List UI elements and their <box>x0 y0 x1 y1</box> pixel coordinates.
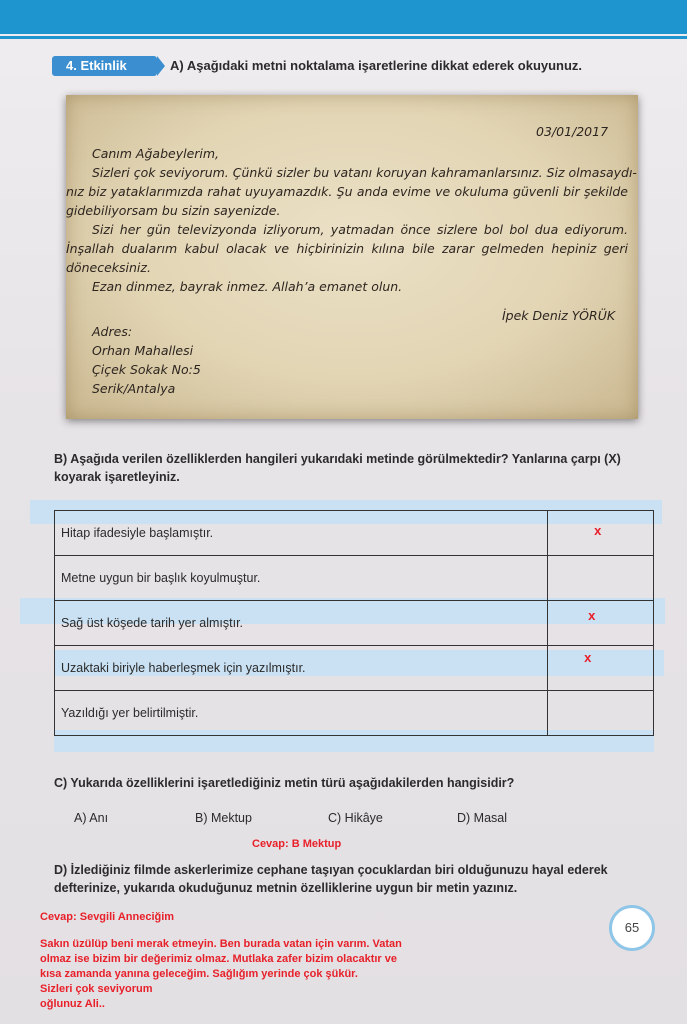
criteria-label: Uzaktaki biriyle haberleşmek için yazılmıştır. <box>55 646 548 691</box>
table-row <box>55 511 654 556</box>
instruction-a: A) Aşağıdaki metni noktalama işaretlerine dikkat ederek okuyunuz. <box>170 58 583 73</box>
address-line: Orhan Mahallesi <box>92 343 194 358</box>
letter-line: İnşallah dualarım kabul olacak ve hiçbirinizin kılına bile zarar gelmeden hepiniz geri <box>66 241 628 256</box>
option-d[interactable]: D) Masal <box>457 811 508 825</box>
address-line: Adres: <box>92 324 133 339</box>
table-row <box>55 691 654 736</box>
criteria-label: Hitap ifadesiyle başlamıştır. <box>55 511 548 556</box>
answer-d-line: Sakın üzülüp beni merak etmeyin. Ben burada vatan için varım. Vatan <box>40 938 402 950</box>
option-b[interactable]: B) Mektup <box>195 811 252 825</box>
criteria-label: Metne uygun bir başlık koyulmuştur. <box>55 556 548 601</box>
letter-line: nız biz yataklarımızda rahat uyuyamazdık. Şu anda evime ve okuluma güvenli bir şekilde <box>66 184 628 199</box>
answer-d-line: Sizleri çok seviyorum <box>40 983 153 995</box>
criteria-checkbox[interactable] <box>548 691 654 736</box>
letter-line: Sizleri çok seviyorum. Çünkü sizler bu vatanı koruyan kahramanlarsınız. Siz olmasaydı- <box>92 165 637 180</box>
criteria-checkbox[interactable] <box>548 556 654 601</box>
answer-d-line: kısa zamanda yanına geleceğim. Sağlığım yerinde çok şükür. <box>40 968 358 980</box>
answer-d-line: olmaz ise bizim bir değerimiz olmaz. Mutlaka zafer bizim olacaktır ve <box>40 953 398 965</box>
table-row <box>55 556 654 601</box>
letter-line: gidebiliyorsam bu sizin sayenizde. <box>66 203 281 218</box>
x-mark: x <box>588 608 596 623</box>
letter-signature: İpek Deniz YÖRÜK <box>502 308 616 323</box>
answer-c: Cevap: B Mektup <box>252 838 342 850</box>
criteria-table <box>54 510 654 736</box>
option-a[interactable]: A) Anı <box>74 811 109 825</box>
criteria-checkbox[interactable] <box>548 646 654 691</box>
page-number: 65 <box>609 905 655 951</box>
x-mark: x <box>594 523 602 538</box>
letter-date: 03/01/2017 <box>536 124 609 139</box>
top-divider-line <box>0 36 687 39</box>
criteria-checkbox[interactable] <box>548 601 654 646</box>
letter-salutation: Canım Ağabeylerim, <box>92 146 220 161</box>
letter-line: Sizi her gün televizyonda izliyorum, yatmadan önce sizlere bol bol dua ediyorum. <box>92 222 628 237</box>
x-mark: x <box>584 650 592 665</box>
answer-d-title: Cevap: Sevgili Anneciğim <box>40 911 175 923</box>
table-row <box>55 601 654 646</box>
criteria-checkbox[interactable] <box>548 511 654 556</box>
table-row <box>55 646 654 691</box>
criteria-label: Yazıldığı yer belirtilmiştir. <box>55 691 548 736</box>
letter-line: Ezan dinmez, bayrak inmez. Allah’a emanet olun. <box>92 279 403 294</box>
question-c: C) Yukarıda özelliklerini işaretlediğiniz metin türü aşağıdakilerden hangisidir? <box>54 776 515 790</box>
criteria-label: Sağ üst köşede tarih yer almıştır. <box>55 601 548 646</box>
answer-d-line: oğlunuz Ali.. <box>40 998 105 1010</box>
question-b: B) Aşağıda verilen özelliklerden hangileri yukarıdaki metinde görülmektedir? Yanlarına çarpı (X) koyarak işaretleyiniz. <box>54 452 621 484</box>
question-d: D) İzlediğiniz filmde askerlerimize cephane taşıyan çocuklardan biri olduğunuzu hayal ederek defterinize, yukarıda okuduğunuz metnin özelliklerine uygun bir metin yazınız. <box>54 863 608 895</box>
letter-paper <box>66 95 638 419</box>
top-color-bar <box>0 0 687 34</box>
address-line: Serik/Antalya <box>92 381 176 396</box>
letter-line: döneceksiniz. <box>66 260 151 275</box>
address-line: Çiçek Sokak No:5 <box>92 362 201 377</box>
option-c[interactable]: C) Hikâye <box>328 811 383 825</box>
activity-badge: 4. Etkinlik <box>52 56 157 76</box>
